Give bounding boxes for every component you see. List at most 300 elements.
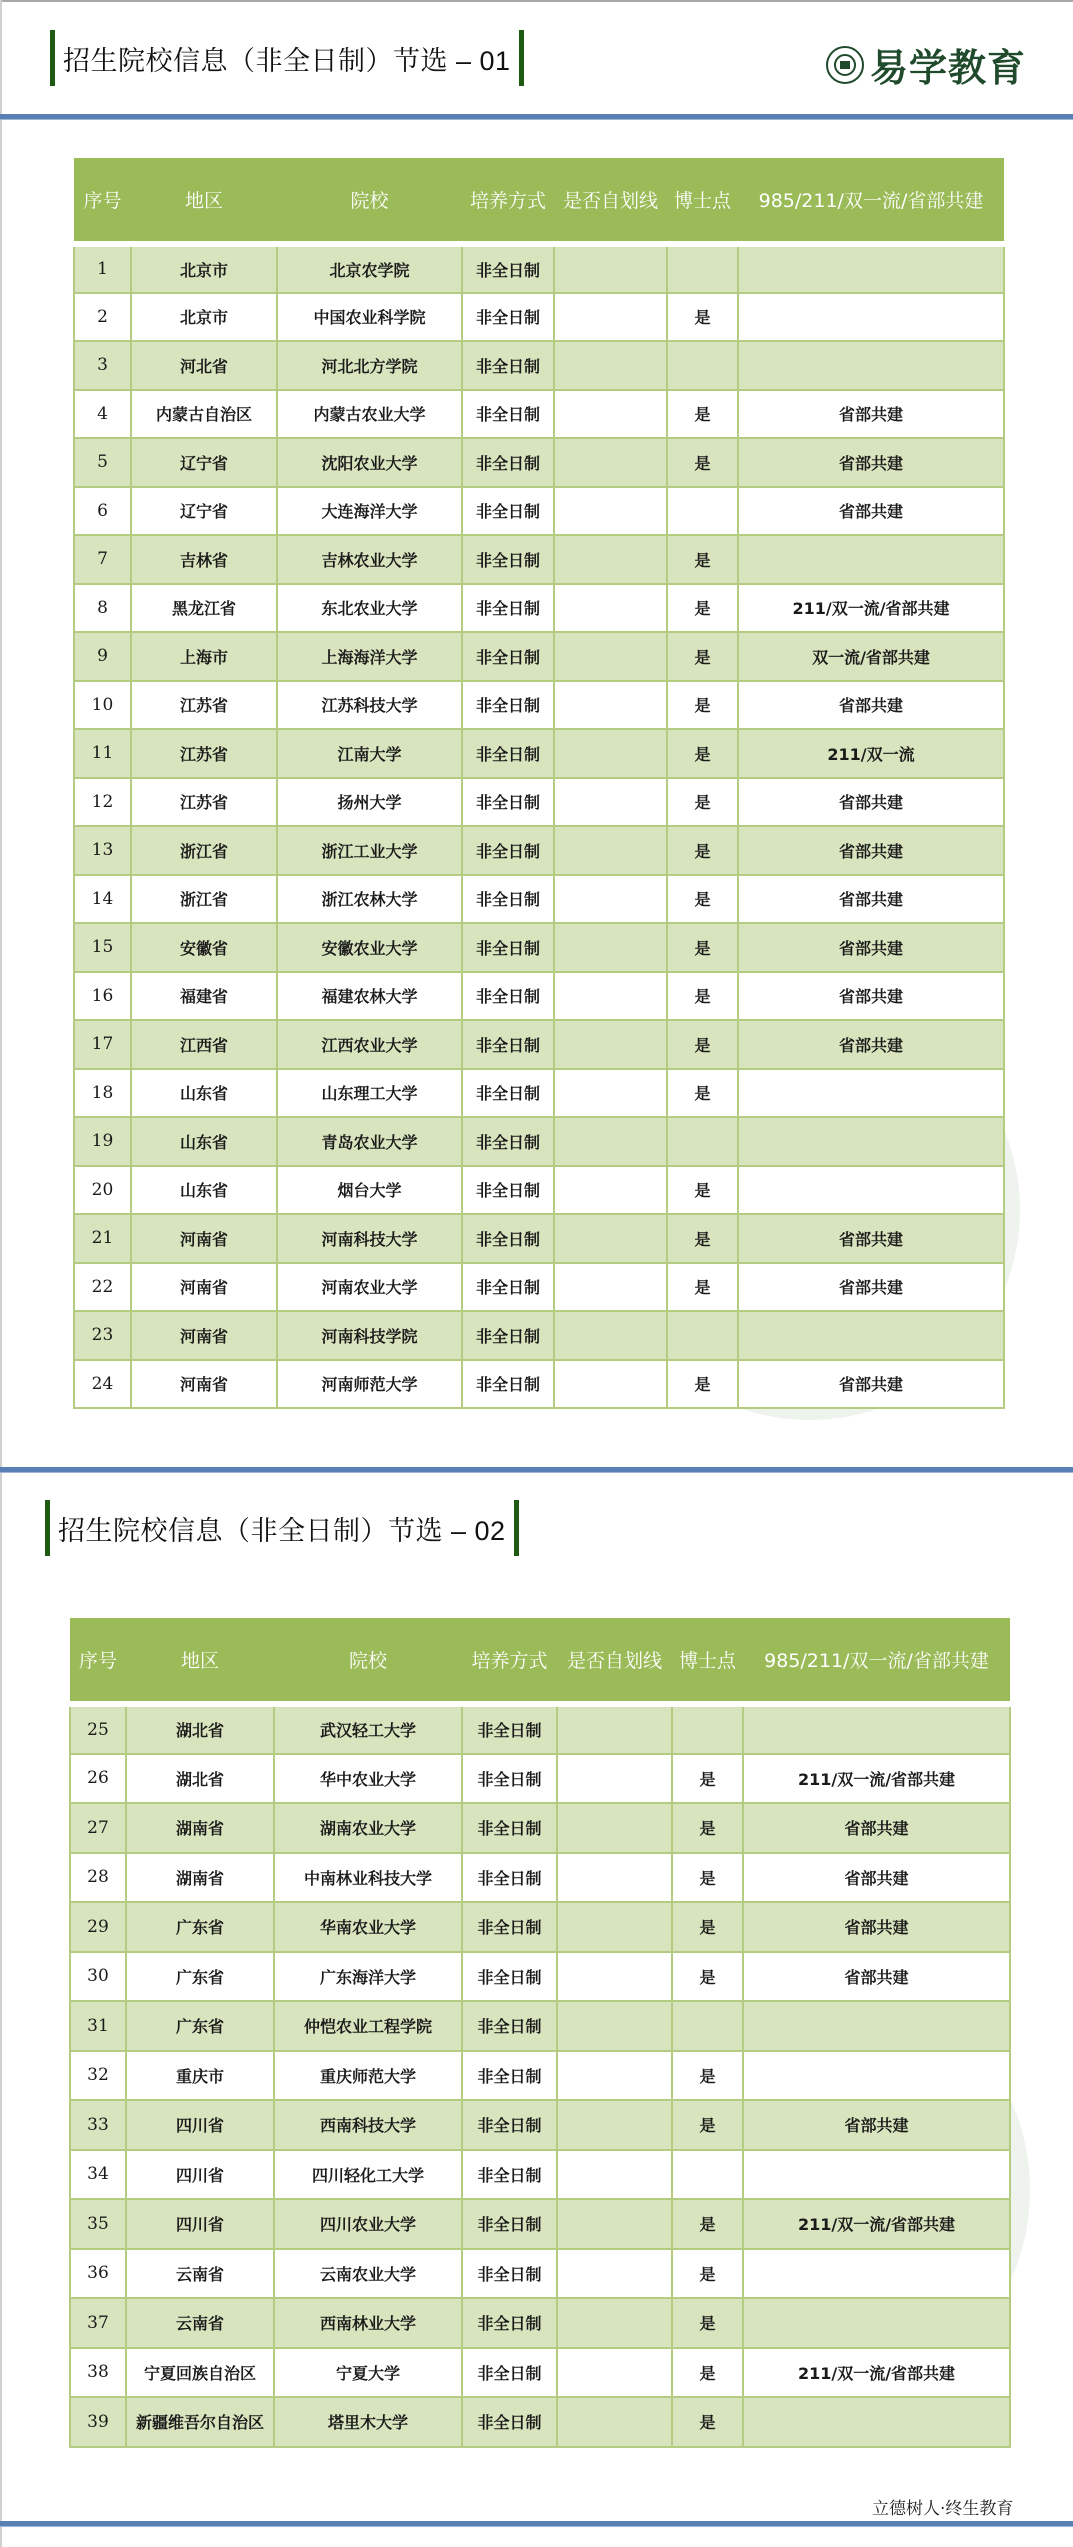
cell-region: 山东省 (131, 1069, 277, 1118)
cell-region: 江西省 (131, 1020, 277, 1069)
cell-self-line (554, 1360, 667, 1409)
cell-tags: 省部共建 (738, 972, 1004, 1021)
cell-school: 吉林农业大学 (277, 535, 462, 584)
cell-no: 37 (70, 2298, 126, 2348)
table-row (74, 293, 1004, 342)
cell-self-line (554, 390, 667, 439)
cell-phd (667, 341, 738, 390)
table-row (74, 535, 1004, 584)
cell-no: 8 (74, 584, 131, 633)
cell-school: 江南大学 (277, 729, 462, 778)
cell-self-line (557, 1704, 672, 1754)
cell-region: 上海市 (131, 632, 277, 681)
cell-region: 江苏省 (131, 729, 277, 778)
table-row (74, 875, 1004, 924)
cell-region: 北京市 (131, 293, 277, 342)
footer-separator (0, 2521, 1073, 2527)
cell-phd: 是 (667, 729, 738, 778)
cell-mode: 非全日制 (462, 2150, 557, 2200)
cell-no: 11 (74, 729, 131, 778)
cell-no: 1 (74, 244, 131, 293)
cell-no: 3 (74, 341, 131, 390)
cell-self-line (557, 1803, 672, 1853)
cell-phd (667, 244, 738, 293)
col-header-self-line: 是否自划线 (554, 158, 667, 244)
cell-no: 18 (74, 1069, 131, 1118)
table-row (74, 972, 1004, 1021)
cell-region: 河南省 (131, 1263, 277, 1312)
col-header-region: 地区 (126, 1618, 274, 1704)
cell-school: 江西农业大学 (277, 1020, 462, 1069)
table-header-row (74, 158, 1004, 244)
cell-mode: 非全日制 (462, 584, 554, 633)
cell-tags (738, 293, 1004, 342)
cell-no: 20 (74, 1166, 131, 1215)
cell-mode: 非全日制 (462, 341, 554, 390)
cell-tags: 省部共建 (738, 487, 1004, 536)
cell-mode: 非全日制 (462, 2100, 557, 2150)
schools-table-01 (73, 158, 1005, 1409)
cell-no: 12 (74, 778, 131, 827)
cell-school: 河南农业大学 (277, 1263, 462, 1312)
cell-mode: 非全日制 (462, 1166, 554, 1215)
col-header-self-line: 是否自划线 (557, 1618, 672, 1704)
cell-self-line (554, 681, 667, 730)
cell-mode: 非全日制 (462, 1263, 554, 1312)
cell-phd: 是 (667, 972, 738, 1021)
table-row (74, 341, 1004, 390)
cell-region: 内蒙古自治区 (131, 390, 277, 439)
cell-self-line (554, 972, 667, 1021)
schools-table-02 (69, 1618, 1011, 2448)
cell-phd: 是 (672, 2199, 743, 2249)
cell-no: 25 (70, 1704, 126, 1754)
cell-mode: 非全日制 (462, 535, 554, 584)
cell-tags: 省部共建 (738, 778, 1004, 827)
cell-school: 西南科技大学 (274, 2100, 462, 2150)
cell-mode: 非全日制 (462, 1020, 554, 1069)
cell-region: 山东省 (131, 1117, 277, 1166)
table-row (74, 1166, 1004, 1215)
cell-region: 北京市 (131, 244, 277, 293)
cell-self-line (557, 2100, 672, 2150)
cell-region: 福建省 (131, 972, 277, 1021)
cell-school: 沈阳农业大学 (277, 438, 462, 487)
cell-mode: 非全日制 (462, 2051, 557, 2101)
cell-phd: 是 (667, 1166, 738, 1215)
cell-mode: 非全日制 (462, 1803, 557, 1853)
cell-school: 安徽农业大学 (277, 923, 462, 972)
cell-no: 24 (74, 1360, 131, 1409)
cell-phd: 是 (667, 1069, 738, 1118)
cell-mode: 非全日制 (462, 2348, 557, 2398)
cell-self-line (557, 2001, 672, 2051)
cell-mode: 非全日制 (462, 1952, 557, 2002)
cell-region: 吉林省 (131, 535, 277, 584)
cell-school: 重庆师范大学 (274, 2051, 462, 2101)
cell-no: 33 (70, 2100, 126, 2150)
cell-no: 15 (74, 923, 131, 972)
cell-no: 34 (70, 2150, 126, 2200)
cell-phd: 是 (667, 535, 738, 584)
cell-mode: 非全日制 (462, 1069, 554, 1118)
table-row (74, 1360, 1004, 1409)
cell-mode: 非全日制 (462, 487, 554, 536)
cell-mode: 非全日制 (462, 875, 554, 924)
left-border (0, 0, 2, 2547)
cell-self-line (557, 1754, 672, 1804)
cell-tags: 211/双一流/省部共建 (743, 2199, 1010, 2249)
cell-school: 四川农业大学 (274, 2199, 462, 2249)
cell-no: 14 (74, 875, 131, 924)
cell-no: 36 (70, 2249, 126, 2299)
cell-tags (738, 341, 1004, 390)
col-header-school: 院校 (277, 158, 462, 244)
cell-no: 22 (74, 1263, 131, 1312)
cell-tags (738, 1069, 1004, 1118)
cell-self-line (557, 2051, 672, 2101)
cell-self-line (554, 535, 667, 584)
cell-self-line (554, 875, 667, 924)
cell-tags: 211/双一流/省部共建 (743, 1754, 1010, 1804)
cell-self-line (554, 778, 667, 827)
cell-tags: 省部共建 (743, 1803, 1010, 1853)
cell-self-line (554, 1166, 667, 1215)
cell-region: 云南省 (126, 2298, 274, 2348)
cell-phd (667, 1117, 738, 1166)
cell-tags (743, 2051, 1010, 2101)
cell-tags (743, 2298, 1010, 2348)
cell-phd: 是 (672, 2397, 743, 2447)
cell-region: 浙江省 (131, 875, 277, 924)
table-row (74, 1311, 1004, 1360)
table-row (70, 2348, 1010, 2398)
cell-phd: 是 (667, 1214, 738, 1263)
cell-school: 广东海洋大学 (274, 1952, 462, 2002)
cell-mode: 非全日制 (462, 2298, 557, 2348)
cell-no: 5 (74, 438, 131, 487)
cell-region: 四川省 (126, 2150, 274, 2200)
table-row (74, 681, 1004, 730)
cell-tags (743, 2150, 1010, 2200)
cell-school: 河南科技大学 (277, 1214, 462, 1263)
cell-mode: 非全日制 (462, 1214, 554, 1263)
cell-phd (672, 2001, 743, 2051)
cell-school: 北京农学院 (277, 244, 462, 293)
table-row (74, 1020, 1004, 1069)
cell-school: 青岛农业大学 (277, 1117, 462, 1166)
table-row (70, 1853, 1010, 1903)
table-row (74, 1214, 1004, 1263)
table-row (74, 1069, 1004, 1118)
cell-phd: 是 (672, 1952, 743, 2002)
cell-tags (743, 2397, 1010, 2447)
cell-mode: 非全日制 (462, 632, 554, 681)
cell-region: 湖北省 (126, 1754, 274, 1804)
cell-phd: 是 (667, 778, 738, 827)
cell-school: 武汉轻工大学 (274, 1704, 462, 1754)
cell-mode: 非全日制 (462, 681, 554, 730)
cell-school: 大连海洋大学 (277, 487, 462, 536)
table-row (74, 1263, 1004, 1312)
table-row (74, 487, 1004, 536)
table-row (70, 2397, 1010, 2447)
cell-self-line (557, 2249, 672, 2299)
cell-mode: 非全日制 (462, 244, 554, 293)
table-row (70, 2249, 1010, 2299)
col-header-no: 序号 (70, 1618, 126, 1704)
cell-tags: 省部共建 (738, 1214, 1004, 1263)
cell-school: 四川轻化工大学 (274, 2150, 462, 2200)
cell-mode: 非全日制 (462, 2249, 557, 2299)
cell-no: 31 (70, 2001, 126, 2051)
cell-region: 新疆维吾尔自治区 (126, 2397, 274, 2447)
cell-region: 河南省 (131, 1311, 277, 1360)
section-separator (0, 114, 1073, 120)
cell-tags (738, 535, 1004, 584)
footer-slogan: 立德树人·终生教育 (872, 2499, 1014, 2519)
cell-tags: 211/双一流/省部共建 (738, 584, 1004, 633)
cell-tags (738, 1311, 1004, 1360)
cell-school: 烟台大学 (277, 1166, 462, 1215)
cell-no: 28 (70, 1853, 126, 1903)
table-row (74, 729, 1004, 778)
section-title-02: 招生院校信息（非全日制）节选 – 02 (45, 1500, 519, 1556)
cell-mode: 非全日制 (462, 2001, 557, 2051)
cell-mode: 非全日制 (462, 1360, 554, 1409)
cell-self-line (554, 1117, 667, 1166)
cell-self-line (557, 1853, 672, 1903)
cell-self-line (554, 1214, 667, 1263)
cell-mode: 非全日制 (462, 2199, 557, 2249)
table-row (74, 826, 1004, 875)
cell-mode: 非全日制 (462, 390, 554, 439)
cell-phd: 是 (667, 826, 738, 875)
col-header-tags: 985/211/双一流/省部共建 (743, 1618, 1010, 1704)
cell-phd: 是 (667, 584, 738, 633)
cell-self-line (557, 2150, 672, 2200)
cell-region: 四川省 (126, 2100, 274, 2150)
cell-tags (743, 1704, 1010, 1754)
table-row (74, 438, 1004, 487)
cell-self-line (554, 1263, 667, 1312)
cell-phd: 是 (667, 1360, 738, 1409)
cell-phd: 是 (667, 875, 738, 924)
cell-self-line (557, 2199, 672, 2249)
cell-mode: 非全日制 (462, 923, 554, 972)
brand-logo (826, 37, 1026, 92)
table-row (70, 1704, 1010, 1754)
cell-tags: 省部共建 (738, 875, 1004, 924)
top-border (0, 0, 1073, 2)
table-row (74, 390, 1004, 439)
cell-mode: 非全日制 (462, 1754, 557, 1804)
cell-region: 湖南省 (126, 1853, 274, 1903)
section-title-01: 招生院校信息（非全日制）节选 – 01 (50, 30, 524, 86)
table-row (74, 1117, 1004, 1166)
table-row (70, 2001, 1010, 2051)
cell-tags: 省部共建 (738, 826, 1004, 875)
cell-self-line (554, 293, 667, 342)
col-header-region: 地区 (131, 158, 277, 244)
cell-self-line (557, 1902, 672, 1952)
cell-region: 湖北省 (126, 1704, 274, 1754)
cell-self-line (554, 341, 667, 390)
cell-no: 27 (70, 1803, 126, 1853)
cell-school: 福建农林大学 (277, 972, 462, 1021)
cell-region: 云南省 (126, 2249, 274, 2299)
cell-region: 广东省 (126, 2001, 274, 2051)
cell-school: 扬州大学 (277, 778, 462, 827)
cell-self-line (554, 1311, 667, 1360)
cell-phd: 是 (667, 1263, 738, 1312)
col-header-mode: 培养方式 (462, 1618, 557, 1704)
cell-phd: 是 (672, 2348, 743, 2398)
cell-phd: 是 (672, 1754, 743, 1804)
table-row (74, 778, 1004, 827)
cell-tags: 省部共建 (738, 1263, 1004, 1312)
cell-phd: 是 (672, 2298, 743, 2348)
table-row (74, 632, 1004, 681)
cell-tags: 双一流/省部共建 (738, 632, 1004, 681)
cell-phd: 是 (667, 293, 738, 342)
col-header-tags: 985/211/双一流/省部共建 (738, 158, 1004, 244)
cell-mode: 非全日制 (462, 826, 554, 875)
cell-phd: 是 (667, 632, 738, 681)
cell-region: 重庆市 (126, 2051, 274, 2101)
cell-school: 华中农业大学 (274, 1754, 462, 1804)
cell-school: 浙江工业大学 (277, 826, 462, 875)
cell-region: 广东省 (126, 1902, 274, 1952)
cell-mode: 非全日制 (462, 1117, 554, 1166)
cell-tags: 省部共建 (738, 923, 1004, 972)
cell-mode: 非全日制 (462, 972, 554, 1021)
cell-self-line (554, 923, 667, 972)
table-row (70, 1952, 1010, 2002)
cell-phd: 是 (672, 2051, 743, 2101)
cell-no: 21 (74, 1214, 131, 1263)
cell-tags: 省部共建 (738, 681, 1004, 730)
cell-no: 7 (74, 535, 131, 584)
cell-mode: 非全日制 (462, 438, 554, 487)
cell-mode: 非全日制 (462, 1902, 557, 1952)
cell-phd: 是 (672, 1803, 743, 1853)
cell-no: 4 (74, 390, 131, 439)
cell-self-line (554, 729, 667, 778)
cell-school: 仲恺农业工程学院 (274, 2001, 462, 2051)
cell-school: 宁夏大学 (274, 2348, 462, 2398)
cell-region: 湖南省 (126, 1803, 274, 1853)
cell-school: 中南林业科技大学 (274, 1853, 462, 1903)
cell-school: 河北北方学院 (277, 341, 462, 390)
cell-self-line (554, 244, 667, 293)
cell-self-line (554, 1069, 667, 1118)
cell-mode: 非全日制 (462, 1311, 554, 1360)
cell-region: 浙江省 (131, 826, 277, 875)
cell-tags (743, 2249, 1010, 2299)
logo-text: 易学教育 (870, 46, 1027, 90)
table-row (70, 2150, 1010, 2200)
table-row (74, 244, 1004, 293)
table-row (70, 2199, 1010, 2249)
col-header-phd: 博士点 (667, 158, 738, 244)
cell-tags: 211/双一流/省部共建 (743, 2348, 1010, 2398)
cell-no: 2 (74, 293, 131, 342)
cell-mode: 非全日制 (462, 778, 554, 827)
cell-mode: 非全日制 (462, 729, 554, 778)
cell-tags (743, 2001, 1010, 2051)
table-row (70, 2298, 1010, 2348)
cell-region: 江苏省 (131, 778, 277, 827)
cell-no: 13 (74, 826, 131, 875)
cell-region: 广东省 (126, 1952, 274, 2002)
col-header-phd: 博士点 (672, 1618, 743, 1704)
cell-self-line (554, 826, 667, 875)
cell-phd: 是 (672, 2100, 743, 2150)
cell-no: 38 (70, 2348, 126, 2398)
cell-school: 江苏科技大学 (277, 681, 462, 730)
cell-no: 16 (74, 972, 131, 1021)
section-separator (0, 1467, 1073, 1473)
cell-tags: 省部共建 (738, 390, 1004, 439)
cell-no: 26 (70, 1754, 126, 1804)
cell-tags: 省部共建 (738, 1020, 1004, 1069)
cell-no: 19 (74, 1117, 131, 1166)
col-header-no: 序号 (74, 158, 131, 244)
cell-school: 浙江农林大学 (277, 875, 462, 924)
cell-tags: 省部共建 (738, 438, 1004, 487)
cell-no: 30 (70, 1952, 126, 2002)
cell-phd: 是 (667, 681, 738, 730)
cell-phd: 是 (672, 1902, 743, 1952)
table-row (70, 1803, 1010, 1853)
cell-no: 9 (74, 632, 131, 681)
cell-phd (667, 1311, 738, 1360)
cell-tags: 省部共建 (743, 1853, 1010, 1903)
cell-self-line (554, 584, 667, 633)
cell-phd: 是 (667, 390, 738, 439)
cell-no: 23 (74, 1311, 131, 1360)
cell-no: 39 (70, 2397, 126, 2447)
cell-region: 河南省 (131, 1214, 277, 1263)
cell-tags: 省部共建 (743, 1952, 1010, 2002)
cell-self-line (557, 2298, 672, 2348)
cell-school: 湖南农业大学 (274, 1803, 462, 1853)
cell-region: 河南省 (131, 1360, 277, 1409)
cell-tags (738, 1117, 1004, 1166)
cell-phd: 是 (672, 1853, 743, 1903)
cell-school: 东北农业大学 (277, 584, 462, 633)
cell-school: 西南林业大学 (274, 2298, 462, 2348)
cell-no: 6 (74, 487, 131, 536)
cell-self-line (557, 2348, 672, 2398)
table-row (70, 1902, 1010, 1952)
cell-self-line (557, 1952, 672, 2002)
cell-phd: 是 (667, 438, 738, 487)
cell-no: 29 (70, 1902, 126, 1952)
cell-mode: 非全日制 (462, 1704, 557, 1754)
table-row (74, 584, 1004, 633)
cell-self-line (554, 438, 667, 487)
cell-no: 35 (70, 2199, 126, 2249)
cell-region: 宁夏回族自治区 (126, 2348, 274, 2398)
cell-phd: 是 (667, 1020, 738, 1069)
cell-self-line (554, 487, 667, 536)
cell-region: 江苏省 (131, 681, 277, 730)
cell-tags (738, 244, 1004, 293)
cell-no: 32 (70, 2051, 126, 2101)
cell-school: 山东理工大学 (277, 1069, 462, 1118)
